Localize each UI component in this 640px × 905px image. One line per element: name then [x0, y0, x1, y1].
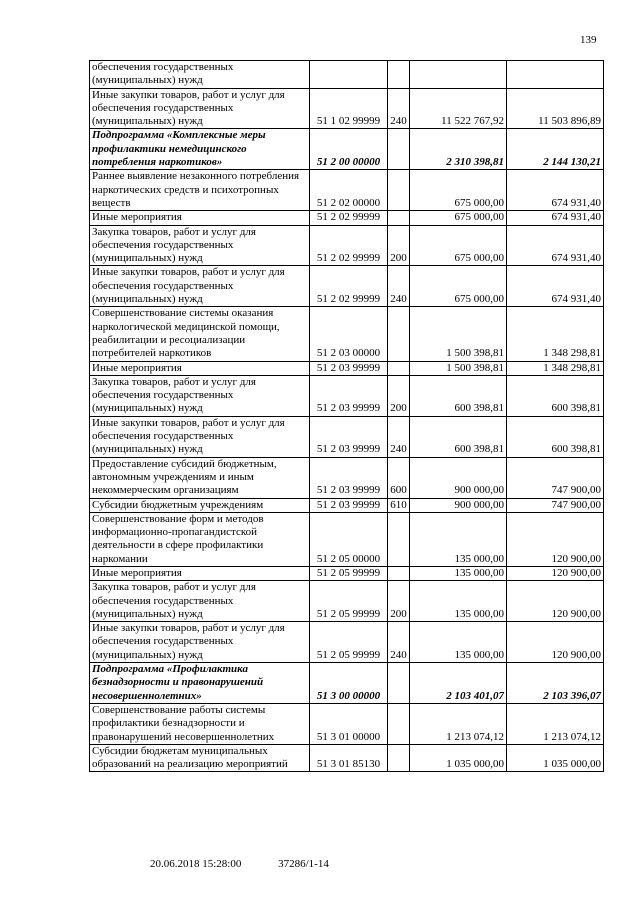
- row-code-cell: 51 2 03 99999: [310, 498, 388, 512]
- row-code-cell: 51 2 00 00000: [310, 129, 388, 170]
- row-executed-amount-cell: 11 503 896,89: [507, 88, 604, 129]
- row-name-cell: Закупка товаров, работ и услуг для обеспечения государственных (муниципальных) нужд: [90, 225, 310, 266]
- row-plan-amount-cell: 675 000,00: [410, 225, 507, 266]
- row-name-cell: Иные мероприятия: [90, 566, 310, 580]
- row-name-cell: Субсидии бюджетным учреждениям: [90, 498, 310, 512]
- row-code-cell: 51 3 01 00000: [310, 703, 388, 744]
- row-plan-amount-cell: 600 398,81: [410, 375, 507, 416]
- table-row: [90, 266, 604, 307]
- row-name-cell: Иные мероприятия: [90, 211, 310, 225]
- row-executed-amount-cell: 600 398,81: [507, 375, 604, 416]
- row-expense-type-cell: 240: [388, 88, 410, 129]
- row-expense-type-cell: 610: [388, 498, 410, 512]
- row-code-cell: 51 3 00 00000: [310, 663, 388, 704]
- row-executed-amount-cell: 674 931,40: [507, 170, 604, 211]
- row-code-cell: [310, 61, 388, 89]
- row-code-cell: 51 2 05 99999: [310, 566, 388, 580]
- row-expense-type-cell: 240: [388, 266, 410, 307]
- row-name-cell: Подпрограмма «Профилактика безнадзорности и правонарушений несовершеннолетних»: [90, 663, 310, 704]
- page-number: 139: [580, 34, 597, 46]
- row-plan-amount-cell: [410, 61, 507, 89]
- row-code-cell: 51 2 03 99999: [310, 416, 388, 457]
- table-row: [90, 61, 604, 89]
- row-plan-amount-cell: 135 000,00: [410, 622, 507, 663]
- subprogram-row: [90, 129, 604, 170]
- row-code-cell: 51 3 01 85130: [310, 744, 388, 772]
- row-expense-type-cell: 240: [388, 416, 410, 457]
- table-row: [90, 361, 604, 375]
- row-code-cell: 51 2 05 00000: [310, 512, 388, 566]
- row-executed-amount-cell: 1 348 298,81: [507, 307, 604, 361]
- row-plan-amount-cell: 600 398,81: [410, 416, 507, 457]
- row-plan-amount-cell: 1 500 398,81: [410, 361, 507, 375]
- footer-datetime: 20.06.2018 15:28:00: [150, 858, 242, 870]
- row-executed-amount-cell: 674 931,40: [507, 266, 604, 307]
- row-executed-amount-cell: 120 900,00: [507, 566, 604, 580]
- table-row: [90, 498, 604, 512]
- row-expense-type-cell: 200: [388, 375, 410, 416]
- row-plan-amount-cell: 900 000,00: [410, 498, 507, 512]
- row-expense-type-cell: [388, 307, 410, 361]
- row-name-cell: Иные закупки товаров, работ и услуг для обеспечения государственных (муниципальных) нужд: [90, 622, 310, 663]
- row-name-cell: Иные закупки товаров, работ и услуг для обеспечения государственных (муниципальных) нужд: [90, 266, 310, 307]
- row-expense-type-cell: [388, 170, 410, 211]
- row-expense-type-cell: 240: [388, 622, 410, 663]
- table-row: [90, 581, 604, 622]
- row-expense-type-cell: [388, 512, 410, 566]
- subprogram-row: [90, 663, 604, 704]
- row-plan-amount-cell: 135 000,00: [410, 581, 507, 622]
- table-row: [90, 457, 604, 498]
- row-plan-amount-cell: 1 035 000,00: [410, 744, 507, 772]
- table-row: [90, 512, 604, 566]
- row-executed-amount-cell: 2 144 130,21: [507, 129, 604, 170]
- row-expense-type-cell: 200: [388, 581, 410, 622]
- row-executed-amount-cell: 600 398,81: [507, 416, 604, 457]
- row-expense-type-cell: [388, 566, 410, 580]
- row-executed-amount-cell: 1 035 000,00: [507, 744, 604, 772]
- row-executed-amount-cell: 1 213 074,12: [507, 703, 604, 744]
- row-plan-amount-cell: 675 000,00: [410, 266, 507, 307]
- row-executed-amount-cell: 674 931,40: [507, 211, 604, 225]
- row-name-cell: Совершенствование системы оказания наркологической медицинской помощи, реабилитации и ресоциализации потребителей наркотиков: [90, 307, 310, 361]
- table-row: [90, 375, 604, 416]
- row-executed-amount-cell: [507, 61, 604, 89]
- budget-table-body: [90, 61, 604, 772]
- row-plan-amount-cell: 900 000,00: [410, 457, 507, 498]
- row-executed-amount-cell: 120 900,00: [507, 512, 604, 566]
- row-name-cell: Совершенствование форм и методов информационно-пропагандистской деятельности в сфере профилактики наркомании: [90, 512, 310, 566]
- row-code-cell: 51 2 03 99999: [310, 361, 388, 375]
- row-code-cell: 51 2 05 99999: [310, 581, 388, 622]
- row-code-cell: 51 2 03 99999: [310, 457, 388, 498]
- row-code-cell: 51 2 02 99999: [310, 211, 388, 225]
- row-plan-amount-cell: 2 103 401,07: [410, 663, 507, 704]
- row-code-cell: 51 2 02 00000: [310, 170, 388, 211]
- budget-table: [89, 60, 604, 772]
- row-executed-amount-cell: 1 348 298,81: [507, 361, 604, 375]
- row-code-cell: 51 2 02 99999: [310, 266, 388, 307]
- row-expense-type-cell: [388, 663, 410, 704]
- row-executed-amount-cell: 2 103 396,07: [507, 663, 604, 704]
- row-expense-type-cell: 200: [388, 225, 410, 266]
- row-expense-type-cell: [388, 129, 410, 170]
- row-expense-type-cell: [388, 744, 410, 772]
- row-code-cell: 51 2 03 00000: [310, 307, 388, 361]
- row-plan-amount-cell: 675 000,00: [410, 170, 507, 211]
- table-row: [90, 566, 604, 580]
- row-plan-amount-cell: 135 000,00: [410, 512, 507, 566]
- row-name-cell: Предоставление субсидий бюджетным, автономным учреждениям и иным некоммерческим организациям: [90, 457, 310, 498]
- row-expense-type-cell: [388, 361, 410, 375]
- row-plan-amount-cell: 11 522 767,92: [410, 88, 507, 129]
- row-name-cell: Подпрограмма «Комплексные меры профилактики немедицинского потребления наркотиков»: [90, 129, 310, 170]
- row-plan-amount-cell: 1 213 074,12: [410, 703, 507, 744]
- row-code-cell: 51 1 02 99999: [310, 88, 388, 129]
- table-row: [90, 211, 604, 225]
- row-name-cell: Закупка товаров, работ и услуг для обеспечения государственных (муниципальных) нужд: [90, 581, 310, 622]
- row-name-cell: Закупка товаров, работ и услуг для обеспечения государственных (муниципальных) нужд: [90, 375, 310, 416]
- row-expense-type-cell: [388, 61, 410, 89]
- row-code-cell: 51 2 05 99999: [310, 622, 388, 663]
- table-row: [90, 744, 604, 772]
- row-executed-amount-cell: 747 900,00: [507, 457, 604, 498]
- row-executed-amount-cell: 120 900,00: [507, 622, 604, 663]
- row-expense-type-cell: [388, 703, 410, 744]
- footer-doc-id: 37286/1-14: [278, 858, 329, 870]
- row-name-cell: Субсидии бюджетам муниципальных образований на реализацию мероприятий: [90, 744, 310, 772]
- row-code-cell: 51 2 03 99999: [310, 375, 388, 416]
- row-name-cell: Иные закупки товаров, работ и услуг для обеспечения государственных (муниципальных) нужд: [90, 88, 310, 129]
- row-plan-amount-cell: 2 310 398,81: [410, 129, 507, 170]
- row-plan-amount-cell: 675 000,00: [410, 211, 507, 225]
- row-expense-type-cell: 600: [388, 457, 410, 498]
- row-name-cell: Раннее выявление незаконного потребления наркотических средств и психотропных веществ: [90, 170, 310, 211]
- table-row: [90, 622, 604, 663]
- row-name-cell: Иные мероприятия: [90, 361, 310, 375]
- table-row: [90, 416, 604, 457]
- table-row: [90, 170, 604, 211]
- row-name-cell: Иные закупки товаров, работ и услуг для обеспечения государственных (муниципальных) нужд: [90, 416, 310, 457]
- row-plan-amount-cell: 1 500 398,81: [410, 307, 507, 361]
- row-code-cell: 51 2 02 99999: [310, 225, 388, 266]
- table-row: [90, 88, 604, 129]
- row-plan-amount-cell: 135 000,00: [410, 566, 507, 580]
- row-executed-amount-cell: 747 900,00: [507, 498, 604, 512]
- table-row: [90, 703, 604, 744]
- row-executed-amount-cell: 674 931,40: [507, 225, 604, 266]
- row-name-cell: обеспечения государственных (муниципальных) нужд: [90, 61, 310, 89]
- table-row: [90, 307, 604, 361]
- table-row: [90, 225, 604, 266]
- row-executed-amount-cell: 120 900,00: [507, 581, 604, 622]
- row-name-cell: Совершенствование работы системы профилактики безнадзорности и правонарушений несовершеннолетних: [90, 703, 310, 744]
- footer: [150, 858, 329, 870]
- row-expense-type-cell: [388, 211, 410, 225]
